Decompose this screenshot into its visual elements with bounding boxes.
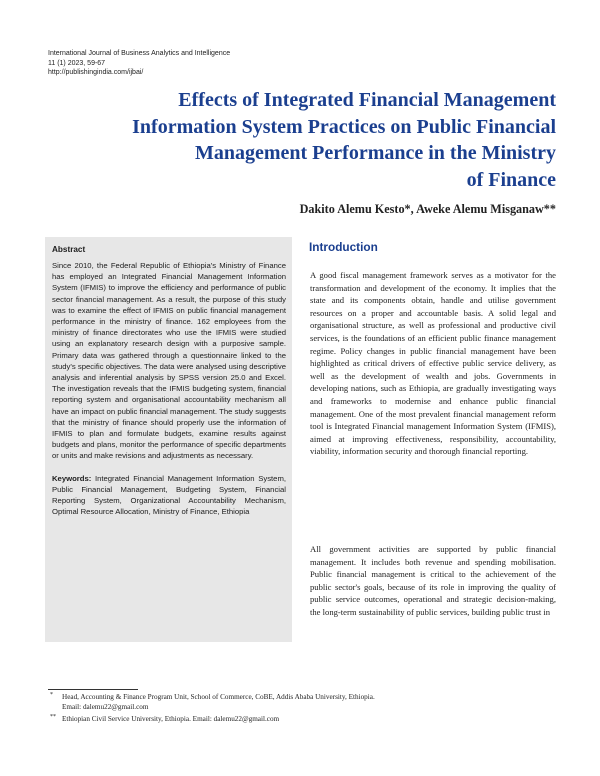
journal-url[interactable]: http://publishingindia.com/ijbai/ [48,69,144,76]
footnote-email: Email: dalemu22@gmail.com [62,703,149,711]
footnote-text: Ethiopian Civil Service University, Ethiopia. Email: dalemu22@gmail.com [62,715,280,723]
footnote-mark: ** [50,714,56,720]
authors: Dakito Alemu Kesto*, Aweke Alemu Misganaw** [299,202,556,216]
journal-header [48,49,348,78]
introduction-paragraph-2: All government activities are supported by public financial management. It includes both revenue and spending mobilisation. Public financial management is critical to the achievement of the public sector's goals, because of its role in improving the quality of public service outcomes, operational and strategic decision-making, the long-term sustainability of public services, building public trust in [310,544,556,617]
introduction-heading: Introduction [309,240,378,254]
footnote-text: Head, Accounting & Finance Program Unit, School of Commerce, CoBE, Addis Ababa University, Ethiopia. [62,693,375,701]
abstract-text: Since 2010, the Federal Republic of Ethiopia's Ministry of Finance has employed an Integrated Financial Management Information System (IFMIS) to improve the efficiency and performance of public sector financial management. As a result, the purpose of this study was to examine the effect of IFMIS on public financial management performance in the ministry of finance. 162 employees from the ministry of finance directorates who use the IFMIS were studied using an explanatory research design with a purposive sample. Primary data was gathered through a questionnaire linked to the study's specific objectives. The data were analysed using descriptive analysis and inferential analysis by SPSS version 25.0 and Excel. The investigation reveals that the IFMIS budgeting system, financial reporting system and organisational accountability mechanism all have an impact on public financial management. The study suggests that the ministry of finance should properly use the information of IFMIS to plan and formulate budgets, examine results against budgets and plans, monitor the performance of specific departments or units and make revisions and adjustments as necessary. [52,261,286,461]
journal-name: International Journal of Business Analytics and Intelligence [48,50,231,57]
introduction-paragraph-1: A good fiscal management framework serves as a motivator for the transformation and development of the economy. It implies that the state and its components obtain, handle and utilise government resources on a proper and accountable basis. A solid legal and organisational structure, as well as professional and productive civil services, is the foundations of an efficient public finance management regime. Policy changes in public financial management have been highlighted as critical drivers of effective public service delivery, as well as the development of wealth and jobs. Governments in developing nations, such as Ethiopia, are gradually investigating ways and frameworks to modernise and enhance public financial management. One of the most prevalent financial management reform tool is Integrated Financial management Information System (IFMIS), aimed at improving effectiveness, responsibility, accountability, viability, information security and thorough financial reporting. [310,270,556,457]
paper-title [76,87,556,193]
title-line: Management Performance in the Ministry [194,142,556,164]
journal-volume: 11 (1) 2023, 59-67 [48,59,106,67]
keywords-label: Keywords: [52,473,92,483]
title-line: Information System Practices on Public Financial [132,115,556,138]
footnote-rule [48,689,138,690]
title-line: Effects of Integrated Financial Management [178,89,556,111]
keywords [52,473,286,518]
keywords-text: Integrated Financial Management Information System, Public Financial Management, Budgeting System, Financial Reporting System, Organizational Accountability Mechanism, Optimal Resource Allocation, Ministry of Finance, Ethiopia [52,473,286,517]
footnote-1 [50,692,375,712]
footnote-2 [50,714,279,724]
abstract-box [45,237,292,642]
title-line: of Finance [466,168,556,191]
footnote-mark: * [50,692,53,698]
abstract-heading: Abstract [52,245,86,254]
